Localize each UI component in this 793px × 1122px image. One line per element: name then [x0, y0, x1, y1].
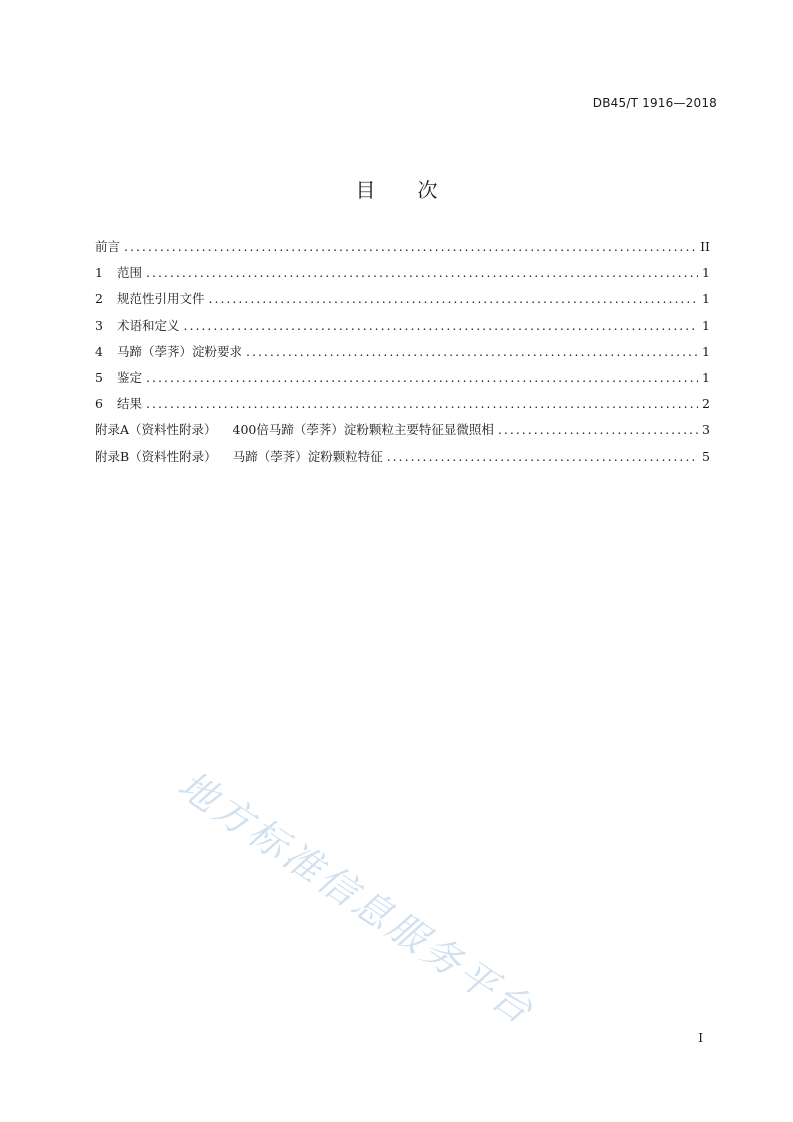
title-char-1: 目 [355, 178, 376, 202]
toc-page-number: 3 [702, 422, 710, 438]
toc-entry-label: 规范性引用文件 [117, 291, 205, 307]
toc-entry-number: 4 [95, 343, 103, 359]
toc-entry-foreword[interactable] [95, 237, 710, 263]
toc-entry-number: 1 [95, 265, 103, 281]
toc-entry-label: 范围 [117, 265, 143, 281]
page-title [0, 174, 793, 203]
toc-entry-normative-references[interactable] [95, 289, 710, 315]
toc-entry-appendix-b[interactable] [95, 447, 710, 473]
toc-dot-leader [184, 316, 698, 336]
document-code: DB45/T 1916—2018 [592, 96, 717, 110]
toc-entry-terms-definitions[interactable] [95, 316, 710, 342]
toc-entry-label: 结果 [117, 396, 143, 412]
toc-page-number: 1 [702, 265, 710, 281]
toc-entry-label [95, 420, 494, 440]
page-number: I [698, 1031, 703, 1045]
toc-entry-starch-requirements[interactable] [95, 342, 710, 368]
appendix-title: 马蹄（荸荠）淀粉颗粒特征 [232, 448, 383, 464]
toc-entry-results[interactable] [95, 394, 710, 420]
toc-dot-leader [209, 289, 698, 309]
toc-dot-leader [246, 342, 698, 362]
toc-dot-leader [146, 394, 698, 414]
toc-dot-leader [146, 263, 698, 283]
toc-dot-leader [498, 420, 698, 440]
toc-page-number: 1 [702, 317, 710, 333]
toc-entry-number: 6 [95, 396, 103, 412]
title-char-2: 次 [417, 178, 438, 202]
toc-entry-number: 3 [95, 317, 103, 333]
toc-entry-label: 前言 [95, 239, 121, 254]
toc-dot-leader [124, 237, 696, 257]
table-of-contents [95, 237, 710, 473]
appendix-heading: 附录B（资料性附录） [95, 448, 217, 464]
toc-entry-label [95, 447, 383, 467]
toc-entry-number: 2 [95, 291, 103, 307]
appendix-title: 400倍马蹄（荸荠）淀粉颗粒主要特征显微照相 [232, 422, 494, 438]
toc-dot-leader [387, 447, 698, 467]
appendix-heading: 附录A（资料性附录） [95, 422, 217, 438]
watermark: 地方标准信息服务平台 [170, 762, 544, 1034]
toc-page-number: 1 [702, 369, 710, 385]
toc-entry-label: 马蹄（荸荠）淀粉要求 [117, 343, 243, 359]
toc-entry-appendix-a[interactable] [95, 420, 710, 446]
toc-page-number: 5 [702, 448, 710, 464]
toc-entry-label: 术语和定义 [117, 317, 180, 333]
toc-page-number: 1 [702, 343, 710, 359]
toc-entry-number: 5 [95, 369, 103, 385]
toc-page-number: 1 [702, 291, 710, 307]
toc-entry-scope[interactable] [95, 263, 710, 289]
toc-page-number: 2 [702, 396, 710, 412]
toc-entry-identification[interactable] [95, 368, 710, 394]
toc-entry-label: 鉴定 [117, 369, 143, 385]
toc-dot-leader [146, 368, 698, 388]
toc-page-number: II [700, 239, 710, 254]
